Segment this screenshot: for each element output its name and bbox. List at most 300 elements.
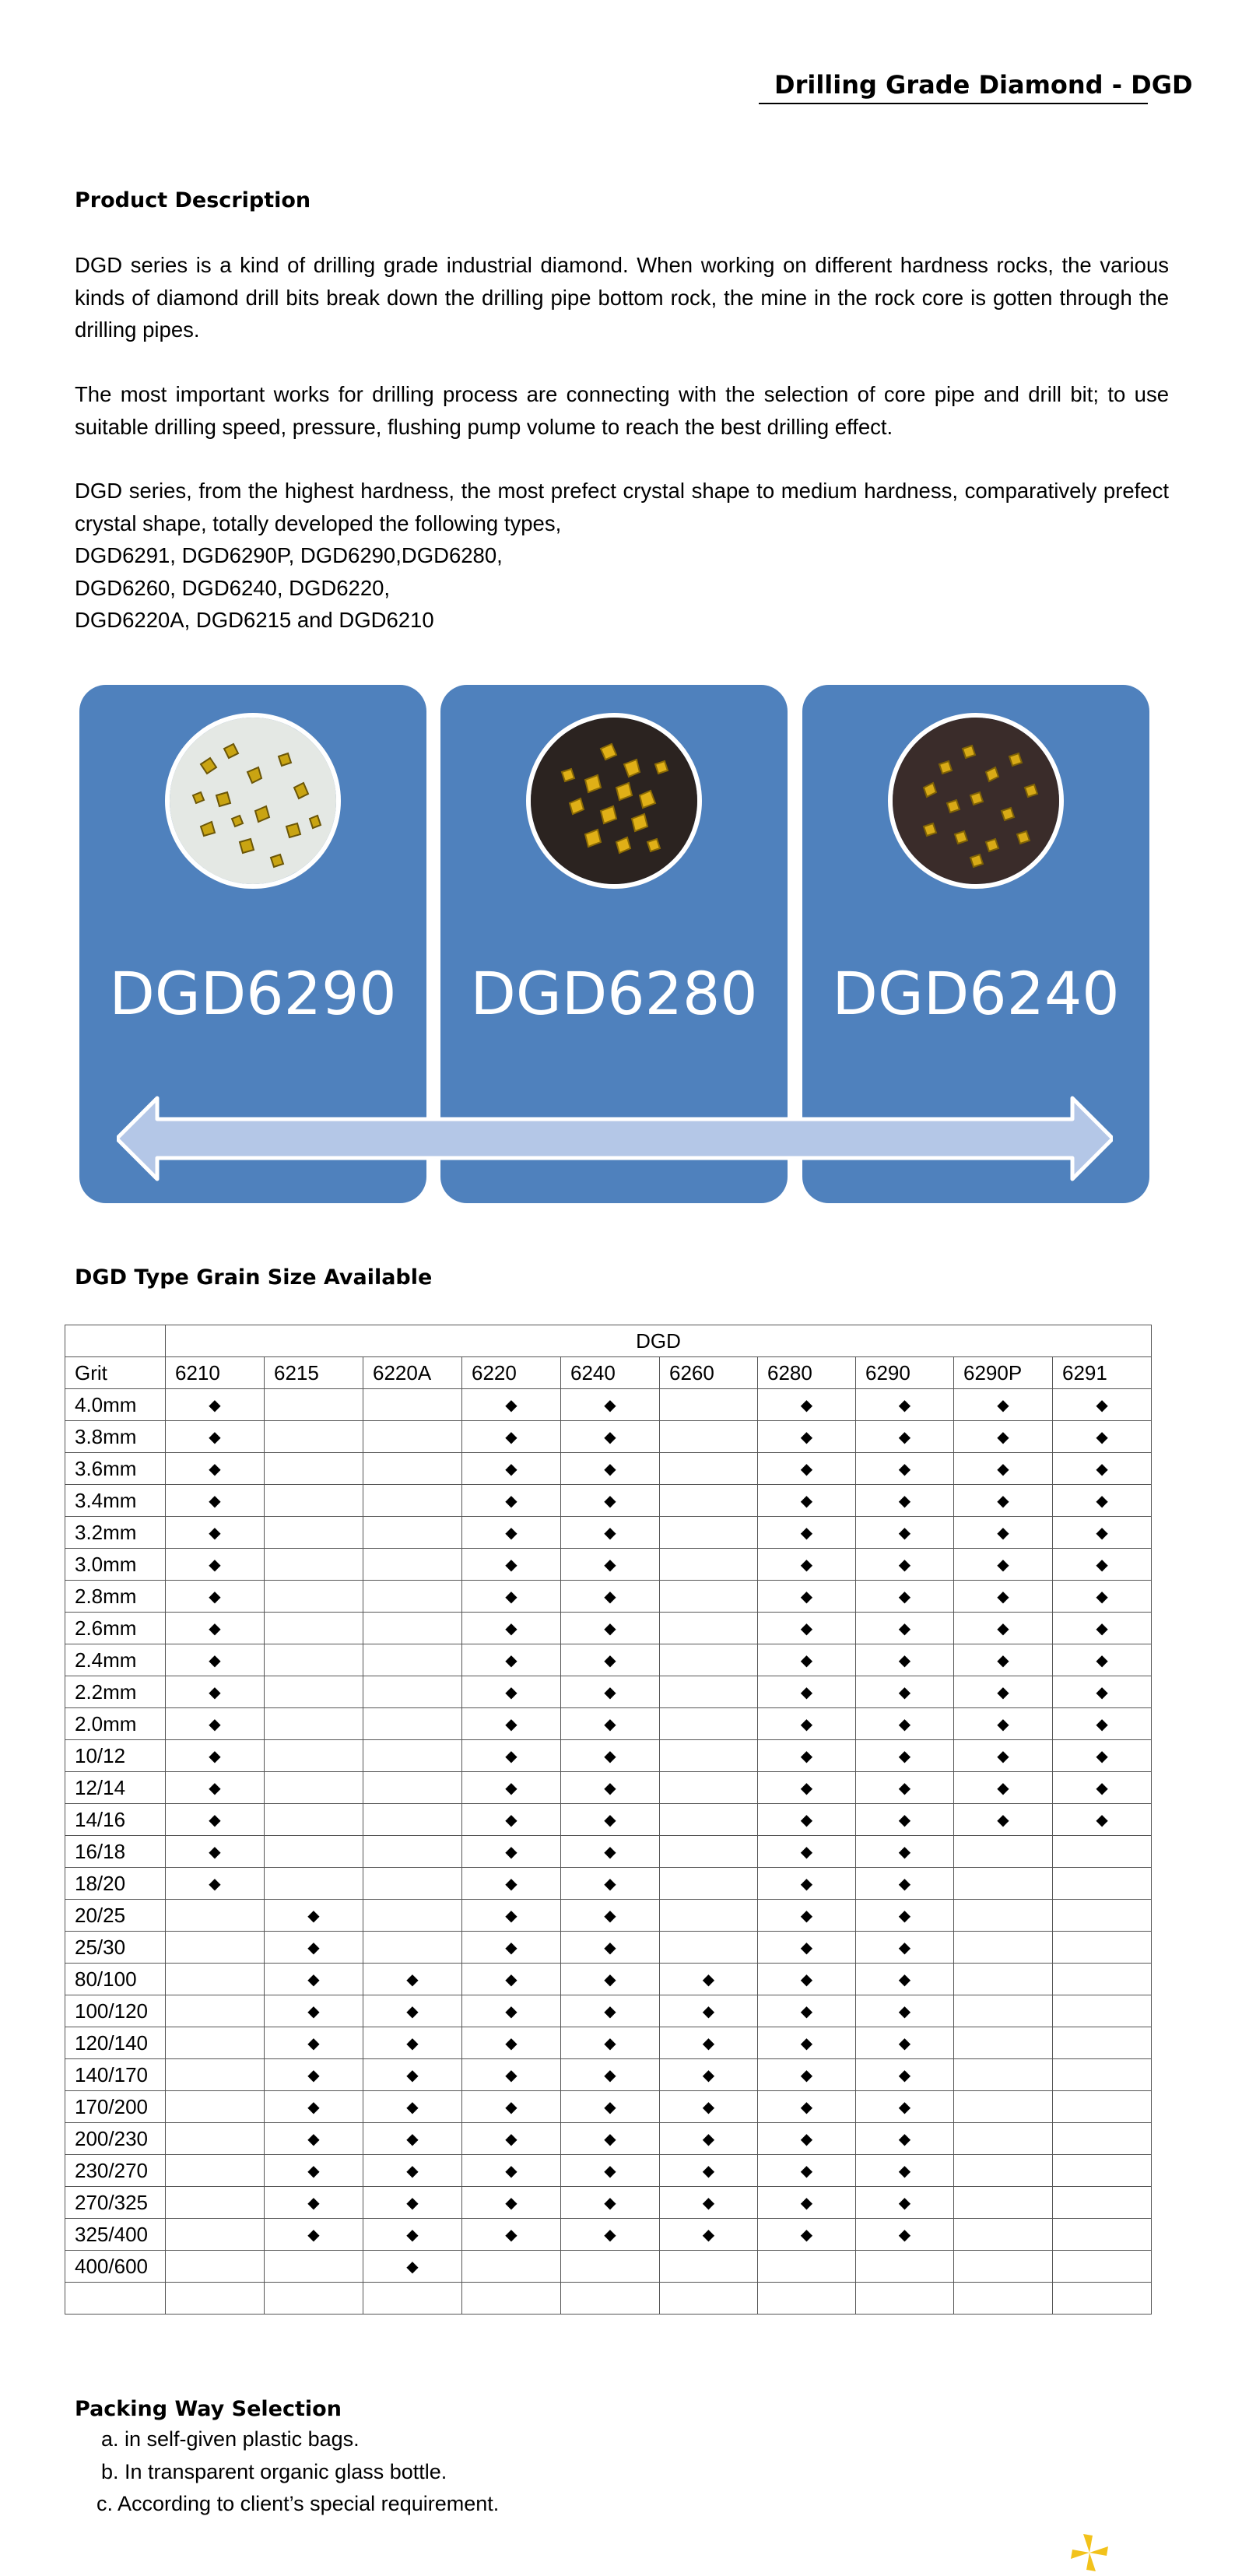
grit-cell: 2.8mm (65, 1581, 166, 1613)
empty-cell (363, 1485, 462, 1517)
availability-mark: ◆ (1053, 1708, 1152, 1740)
card-label: DGD6280 (470, 959, 758, 1028)
grain-size-heading: DGD Type Grain Size Available (75, 1265, 433, 1290)
empty-cell (166, 2123, 265, 2155)
empty-cell (1053, 1836, 1152, 1868)
availability-mark: ◆ (856, 1740, 954, 1772)
availability-mark: ◆ (1053, 1421, 1152, 1453)
availability-mark: ◆ (561, 1708, 660, 1740)
empty-cell (954, 2155, 1053, 2187)
empty-cell (265, 1581, 363, 1613)
grit-cell: 400/600 (65, 2251, 166, 2283)
empty-cell (561, 2283, 660, 2315)
availability-mark: ◆ (462, 1676, 561, 1708)
availability-mark: ◆ (660, 1964, 758, 1995)
availability-mark: ◆ (561, 1485, 660, 1517)
availability-mark: ◆ (561, 2091, 660, 2123)
availability-mark: ◆ (265, 2219, 363, 2251)
table-row (65, 1804, 1152, 1836)
empty-cell (660, 2283, 758, 2315)
availability-mark: ◆ (561, 1772, 660, 1804)
empty-cell (660, 1676, 758, 1708)
card-label: DGD6290 (109, 959, 397, 1028)
availability-mark: ◆ (758, 1453, 856, 1485)
availability-mark: ◆ (758, 1868, 856, 1900)
grain-size-table (65, 1325, 1152, 2315)
availability-mark: ◆ (856, 1421, 954, 1453)
grit-cell: 3.0mm (65, 1549, 166, 1581)
dgd-group-header: DGD (166, 1325, 1152, 1357)
availability-mark: ◆ (363, 2187, 462, 2219)
availability-mark: ◆ (758, 1389, 856, 1421)
paragraph-text: The most important works for drilling process are connecting with the selection of core pipe and drill bit; to use suitable drilling speed, pressure, flushing pump volume to reach the best drilling effect. (75, 382, 1169, 439)
empty-cell (166, 2027, 265, 2059)
empty-cell (660, 1389, 758, 1421)
availability-mark: ◆ (561, 1421, 660, 1453)
availability-mark: ◆ (561, 1836, 660, 1868)
availability-mark: ◆ (166, 1581, 265, 1613)
availability-mark: ◆ (1053, 1581, 1152, 1613)
availability-mark: ◆ (856, 2059, 954, 2091)
table-row (65, 1613, 1152, 1644)
availability-mark: ◆ (1053, 1549, 1152, 1581)
availability-mark: ◆ (758, 1676, 856, 1708)
availability-mark: ◆ (561, 1581, 660, 1613)
availability-mark: ◆ (462, 2091, 561, 2123)
availability-mark: ◆ (758, 1549, 856, 1581)
availability-mark: ◆ (363, 2251, 462, 2283)
availability-mark: ◆ (561, 2219, 660, 2251)
grit-cell: 80/100 (65, 1964, 166, 1995)
double-arrow-icon (117, 1096, 1113, 1181)
empty-cell (1053, 1932, 1152, 1964)
availability-mark: ◆ (856, 1676, 954, 1708)
availability-mark: ◆ (954, 1708, 1053, 1740)
pinwheel-logo-icon (1066, 2531, 1113, 2574)
availability-mark: ◆ (758, 1517, 856, 1549)
empty-cell (265, 1772, 363, 1804)
availability-mark: ◆ (1053, 1676, 1152, 1708)
empty-cell (363, 1581, 462, 1613)
empty-cell (660, 1421, 758, 1453)
availability-mark: ◆ (954, 1453, 1053, 1485)
availability-mark: ◆ (954, 1485, 1053, 1517)
availability-mark: ◆ (265, 1900, 363, 1932)
product-description-heading: Product Description (75, 188, 311, 212)
empty-cell (265, 1517, 363, 1549)
availability-mark: ◆ (462, 1485, 561, 1517)
availability-mark: ◆ (462, 2123, 561, 2155)
availability-mark: ◆ (265, 1964, 363, 1995)
table-row (65, 2123, 1152, 2155)
availability-mark: ◆ (265, 1932, 363, 1964)
diamond-crystals-photo-icon (888, 713, 1064, 889)
availability-mark: ◆ (856, 1453, 954, 1485)
availability-mark: ◆ (462, 1995, 561, 2027)
diamond-crystals-photo-icon (165, 713, 341, 889)
empty-cell (1053, 2027, 1152, 2059)
empty-cell (166, 2059, 265, 2091)
availability-mark: ◆ (856, 2123, 954, 2155)
table-row (65, 1900, 1152, 1932)
availability-mark: ◆ (856, 2187, 954, 2219)
empty-cell (1053, 2219, 1152, 2251)
empty-cell (166, 2283, 265, 2315)
availability-mark: ◆ (856, 1900, 954, 1932)
table-row (65, 1708, 1152, 1740)
availability-mark: ◆ (462, 1453, 561, 1485)
grit-cell: 14/16 (65, 1804, 166, 1836)
availability-mark: ◆ (660, 1995, 758, 2027)
packing-options-list (75, 2423, 499, 2521)
diamond-crystals-photo-icon (526, 713, 702, 889)
availability-mark: ◆ (954, 1581, 1053, 1613)
column-header-cell: 6240 (561, 1357, 660, 1389)
grit-cell: 3.2mm (65, 1517, 166, 1549)
empty-cell (954, 2059, 1053, 2091)
availability-mark: ◆ (166, 1485, 265, 1517)
empty-cell (954, 1868, 1053, 1900)
column-header-cell: 6280 (758, 1357, 856, 1389)
availability-mark: ◆ (856, 1613, 954, 1644)
table-row (65, 1485, 1152, 1517)
availability-mark: ◆ (462, 2155, 561, 2187)
table-row (65, 1644, 1152, 1676)
availability-mark: ◆ (166, 1549, 265, 1581)
availability-mark: ◆ (758, 1708, 856, 1740)
empty-cell (363, 1868, 462, 1900)
empty-cell (166, 1932, 265, 1964)
grit-cell: 325/400 (65, 2219, 166, 2251)
availability-mark: ◆ (561, 1740, 660, 1772)
grit-cell: 200/230 (65, 2123, 166, 2155)
availability-mark: ◆ (954, 1389, 1053, 1421)
availability-mark: ◆ (758, 1581, 856, 1613)
availability-mark: ◆ (1053, 1517, 1152, 1549)
availability-mark: ◆ (462, 1517, 561, 1549)
availability-mark: ◆ (758, 2027, 856, 2059)
availability-mark: ◆ (954, 1804, 1053, 1836)
availability-mark: ◆ (561, 1517, 660, 1549)
empty-cell (363, 1836, 462, 1868)
empty-cell (166, 1995, 265, 2027)
availability-mark: ◆ (166, 1389, 265, 1421)
availability-mark: ◆ (462, 1613, 561, 1644)
availability-mark: ◆ (561, 2123, 660, 2155)
availability-mark: ◆ (462, 1708, 561, 1740)
availability-mark: ◆ (1053, 1613, 1152, 1644)
availability-mark: ◆ (561, 1613, 660, 1644)
empty-cell (265, 1644, 363, 1676)
availability-mark: ◆ (758, 2123, 856, 2155)
availability-mark: ◆ (954, 1772, 1053, 1804)
empty-cell (660, 1708, 758, 1740)
empty-cell (758, 2283, 856, 2315)
availability-mark: ◆ (561, 1932, 660, 1964)
availability-mark: ◆ (462, 1740, 561, 1772)
availability-mark: ◆ (856, 1549, 954, 1581)
availability-mark: ◆ (462, 1549, 561, 1581)
availability-mark: ◆ (166, 1644, 265, 1676)
availability-mark: ◆ (954, 1644, 1053, 1676)
availability-mark: ◆ (856, 1517, 954, 1549)
empty-cell (363, 1772, 462, 1804)
paragraph-text: DGD series is a kind of drilling grade industrial diamond. When working on different hardness rocks, the various kinds of diamond drill bits break down the drilling pipe bottom rock, the mine in the rock core is gotten through the drilling pipes. (75, 253, 1169, 342)
availability-mark: ◆ (856, 1932, 954, 1964)
availability-mark: ◆ (265, 2155, 363, 2187)
description-paragraph-3 (75, 475, 1169, 637)
grit-cell: 140/170 (65, 2059, 166, 2091)
availability-mark: ◆ (856, 2155, 954, 2187)
empty-cell (660, 1804, 758, 1836)
availability-mark: ◆ (166, 1421, 265, 1453)
column-header-cell: 6291 (1053, 1357, 1152, 1389)
empty-cell (363, 1421, 462, 1453)
availability-mark: ◆ (462, 1836, 561, 1868)
empty-cell (462, 2283, 561, 2315)
availability-mark: ◆ (462, 1932, 561, 1964)
empty-cell (954, 2219, 1053, 2251)
empty-cell (265, 1549, 363, 1581)
availability-mark: ◆ (561, 1389, 660, 1421)
availability-mark: ◆ (660, 2219, 758, 2251)
availability-mark: ◆ (561, 2187, 660, 2219)
empty-cell (660, 1485, 758, 1517)
availability-mark: ◆ (758, 1644, 856, 1676)
empty-cell (265, 2283, 363, 2315)
table-row (65, 1964, 1152, 1995)
empty-cell (660, 1900, 758, 1932)
empty-cell (265, 1708, 363, 1740)
availability-mark: ◆ (561, 1644, 660, 1676)
availability-mark: ◆ (758, 1804, 856, 1836)
empty-cell (660, 1549, 758, 1581)
table-row (65, 1549, 1152, 1581)
packing-option: b. In transparent organic glass bottle. (101, 2459, 447, 2483)
availability-mark: ◆ (856, 2027, 954, 2059)
grit-cell: 20/25 (65, 1900, 166, 1932)
empty-cell (265, 1421, 363, 1453)
grit-cell: 18/20 (65, 1868, 166, 1900)
empty-cell (363, 1613, 462, 1644)
empty-header-cell (65, 1325, 166, 1357)
availability-mark: ◆ (462, 1389, 561, 1421)
empty-cell (1053, 1964, 1152, 1995)
empty-cell (758, 2251, 856, 2283)
availability-mark: ◆ (856, 1644, 954, 1676)
availability-mark: ◆ (1053, 1453, 1152, 1485)
type-list-line: DGD6260, DGD6240, DGD6220, (75, 575, 391, 600)
availability-mark: ◆ (462, 1772, 561, 1804)
empty-cell (166, 2251, 265, 2283)
availability-mark: ◆ (856, 1389, 954, 1421)
grit-cell: 12/14 (65, 1772, 166, 1804)
empty-cell (265, 1836, 363, 1868)
availability-mark: ◆ (265, 2091, 363, 2123)
empty-cell (856, 2251, 954, 2283)
grit-cell: 3.4mm (65, 1485, 166, 1517)
table-row (65, 2283, 1152, 2315)
table-column-header-row (65, 1357, 1152, 1389)
type-list-line: DGD6220A, DGD6215 and DGD6210 (75, 608, 434, 632)
grit-cell: 16/18 (65, 1836, 166, 1868)
availability-mark: ◆ (561, 1549, 660, 1581)
availability-mark: ◆ (1053, 1644, 1152, 1676)
empty-cell (1053, 2091, 1152, 2123)
availability-mark: ◆ (758, 1964, 856, 1995)
table-row (65, 1389, 1152, 1421)
grit-cell: 2.6mm (65, 1613, 166, 1644)
paragraph-text: DGD series, from the highest hardness, the most prefect crystal shape to medium hardness, comparatively prefect crystal shape, totally developed the following types, (75, 479, 1169, 535)
availability-mark: ◆ (758, 1900, 856, 1932)
availability-mark: ◆ (1053, 1804, 1152, 1836)
availability-mark: ◆ (954, 1421, 1053, 1453)
availability-mark: ◆ (166, 1740, 265, 1772)
availability-mark: ◆ (1053, 1740, 1152, 1772)
empty-cell (1053, 2251, 1152, 2283)
availability-mark: ◆ (856, 1581, 954, 1613)
availability-mark: ◆ (856, 2091, 954, 2123)
empty-cell (166, 1964, 265, 1995)
empty-cell (265, 1389, 363, 1421)
empty-cell (363, 2283, 462, 2315)
grit-cell: 25/30 (65, 1932, 166, 1964)
grit-cell (65, 2283, 166, 2315)
empty-cell (954, 1900, 1053, 1932)
availability-mark: ◆ (363, 2091, 462, 2123)
grit-cell: 10/12 (65, 1740, 166, 1772)
availability-mark: ◆ (462, 1964, 561, 1995)
column-header-cell: 6220A (363, 1357, 462, 1389)
grit-header-cell: Grit (65, 1357, 166, 1389)
availability-mark: ◆ (166, 1676, 265, 1708)
availability-mark: ◆ (954, 1549, 1053, 1581)
availability-mark: ◆ (363, 2027, 462, 2059)
empty-cell (265, 2251, 363, 2283)
empty-cell (954, 1836, 1053, 1868)
table-row (65, 2187, 1152, 2219)
availability-mark: ◆ (856, 1708, 954, 1740)
availability-mark: ◆ (856, 1868, 954, 1900)
availability-mark: ◆ (561, 1676, 660, 1708)
grit-cell: 2.4mm (65, 1644, 166, 1676)
empty-cell (856, 2283, 954, 2315)
availability-mark: ◆ (758, 2091, 856, 2123)
availability-mark: ◆ (561, 1453, 660, 1485)
empty-cell (1053, 2059, 1152, 2091)
availability-mark: ◆ (758, 2219, 856, 2251)
availability-mark: ◆ (1053, 1772, 1152, 1804)
availability-mark: ◆ (166, 1708, 265, 1740)
availability-mark: ◆ (363, 2059, 462, 2091)
empty-cell (561, 2251, 660, 2283)
availability-mark: ◆ (660, 2123, 758, 2155)
empty-cell (954, 2091, 1053, 2123)
table-row (65, 2091, 1152, 2123)
empty-cell (265, 1740, 363, 1772)
description-paragraph-2 (75, 378, 1169, 443)
availability-mark: ◆ (462, 1644, 561, 1676)
availability-mark: ◆ (462, 1421, 561, 1453)
empty-cell (363, 1708, 462, 1740)
table-row (65, 1772, 1152, 1804)
empty-cell (265, 1613, 363, 1644)
availability-mark: ◆ (758, 1932, 856, 1964)
availability-mark: ◆ (265, 2187, 363, 2219)
empty-cell (166, 1900, 265, 1932)
empty-cell (265, 1868, 363, 1900)
type-list-line: DGD6291, DGD6290P, DGD6290,DGD6280, (75, 543, 503, 567)
availability-mark: ◆ (561, 2155, 660, 2187)
document-title: Drilling Grade Diamond - DGD (759, 70, 1148, 104)
empty-cell (660, 1836, 758, 1868)
table-row (65, 2027, 1152, 2059)
empty-cell (462, 2251, 561, 2283)
packing-heading: Packing Way Selection (75, 2397, 342, 2421)
empty-cell (954, 2187, 1053, 2219)
empty-cell (1053, 2283, 1152, 2315)
empty-cell (363, 1644, 462, 1676)
column-header-cell: 6290 (856, 1357, 954, 1389)
availability-mark: ◆ (462, 1804, 561, 1836)
availability-mark: ◆ (462, 1581, 561, 1613)
availability-mark: ◆ (954, 1676, 1053, 1708)
availability-mark: ◆ (954, 1613, 1053, 1644)
empty-cell (166, 2219, 265, 2251)
availability-mark: ◆ (265, 1995, 363, 2027)
availability-mark: ◆ (561, 1995, 660, 2027)
empty-cell (660, 1772, 758, 1804)
empty-cell (363, 1549, 462, 1581)
availability-mark: ◆ (856, 1804, 954, 1836)
empty-cell (1053, 2155, 1152, 2187)
empty-cell (363, 1389, 462, 1421)
empty-cell (265, 1804, 363, 1836)
description-paragraph-1 (75, 249, 1169, 346)
table-row (65, 2251, 1152, 2283)
availability-mark: ◆ (462, 2027, 561, 2059)
availability-mark: ◆ (462, 2187, 561, 2219)
empty-cell (363, 1932, 462, 1964)
table-group-header-row (65, 1325, 1152, 1357)
availability-mark: ◆ (462, 1868, 561, 1900)
empty-cell (363, 1804, 462, 1836)
availability-mark: ◆ (758, 1740, 856, 1772)
column-header-cell: 6210 (166, 1357, 265, 1389)
availability-mark: ◆ (166, 1613, 265, 1644)
empty-cell (1053, 1868, 1152, 1900)
grit-cell: 170/200 (65, 2091, 166, 2123)
availability-mark: ◆ (561, 2027, 660, 2059)
availability-mark: ◆ (758, 1836, 856, 1868)
empty-cell (954, 2283, 1053, 2315)
empty-cell (660, 1453, 758, 1485)
availability-mark: ◆ (166, 1772, 265, 1804)
grit-cell: 2.0mm (65, 1708, 166, 1740)
table-row (65, 1581, 1152, 1613)
availability-mark: ◆ (462, 2219, 561, 2251)
availability-mark: ◆ (561, 2059, 660, 2091)
availability-mark: ◆ (758, 2155, 856, 2187)
empty-cell (660, 2251, 758, 2283)
grit-cell: 120/140 (65, 2027, 166, 2059)
availability-mark: ◆ (561, 1964, 660, 1995)
availability-mark: ◆ (363, 2123, 462, 2155)
availability-mark: ◆ (758, 1613, 856, 1644)
empty-cell (954, 1995, 1053, 2027)
empty-cell (265, 1453, 363, 1485)
table-row (65, 1421, 1152, 1453)
